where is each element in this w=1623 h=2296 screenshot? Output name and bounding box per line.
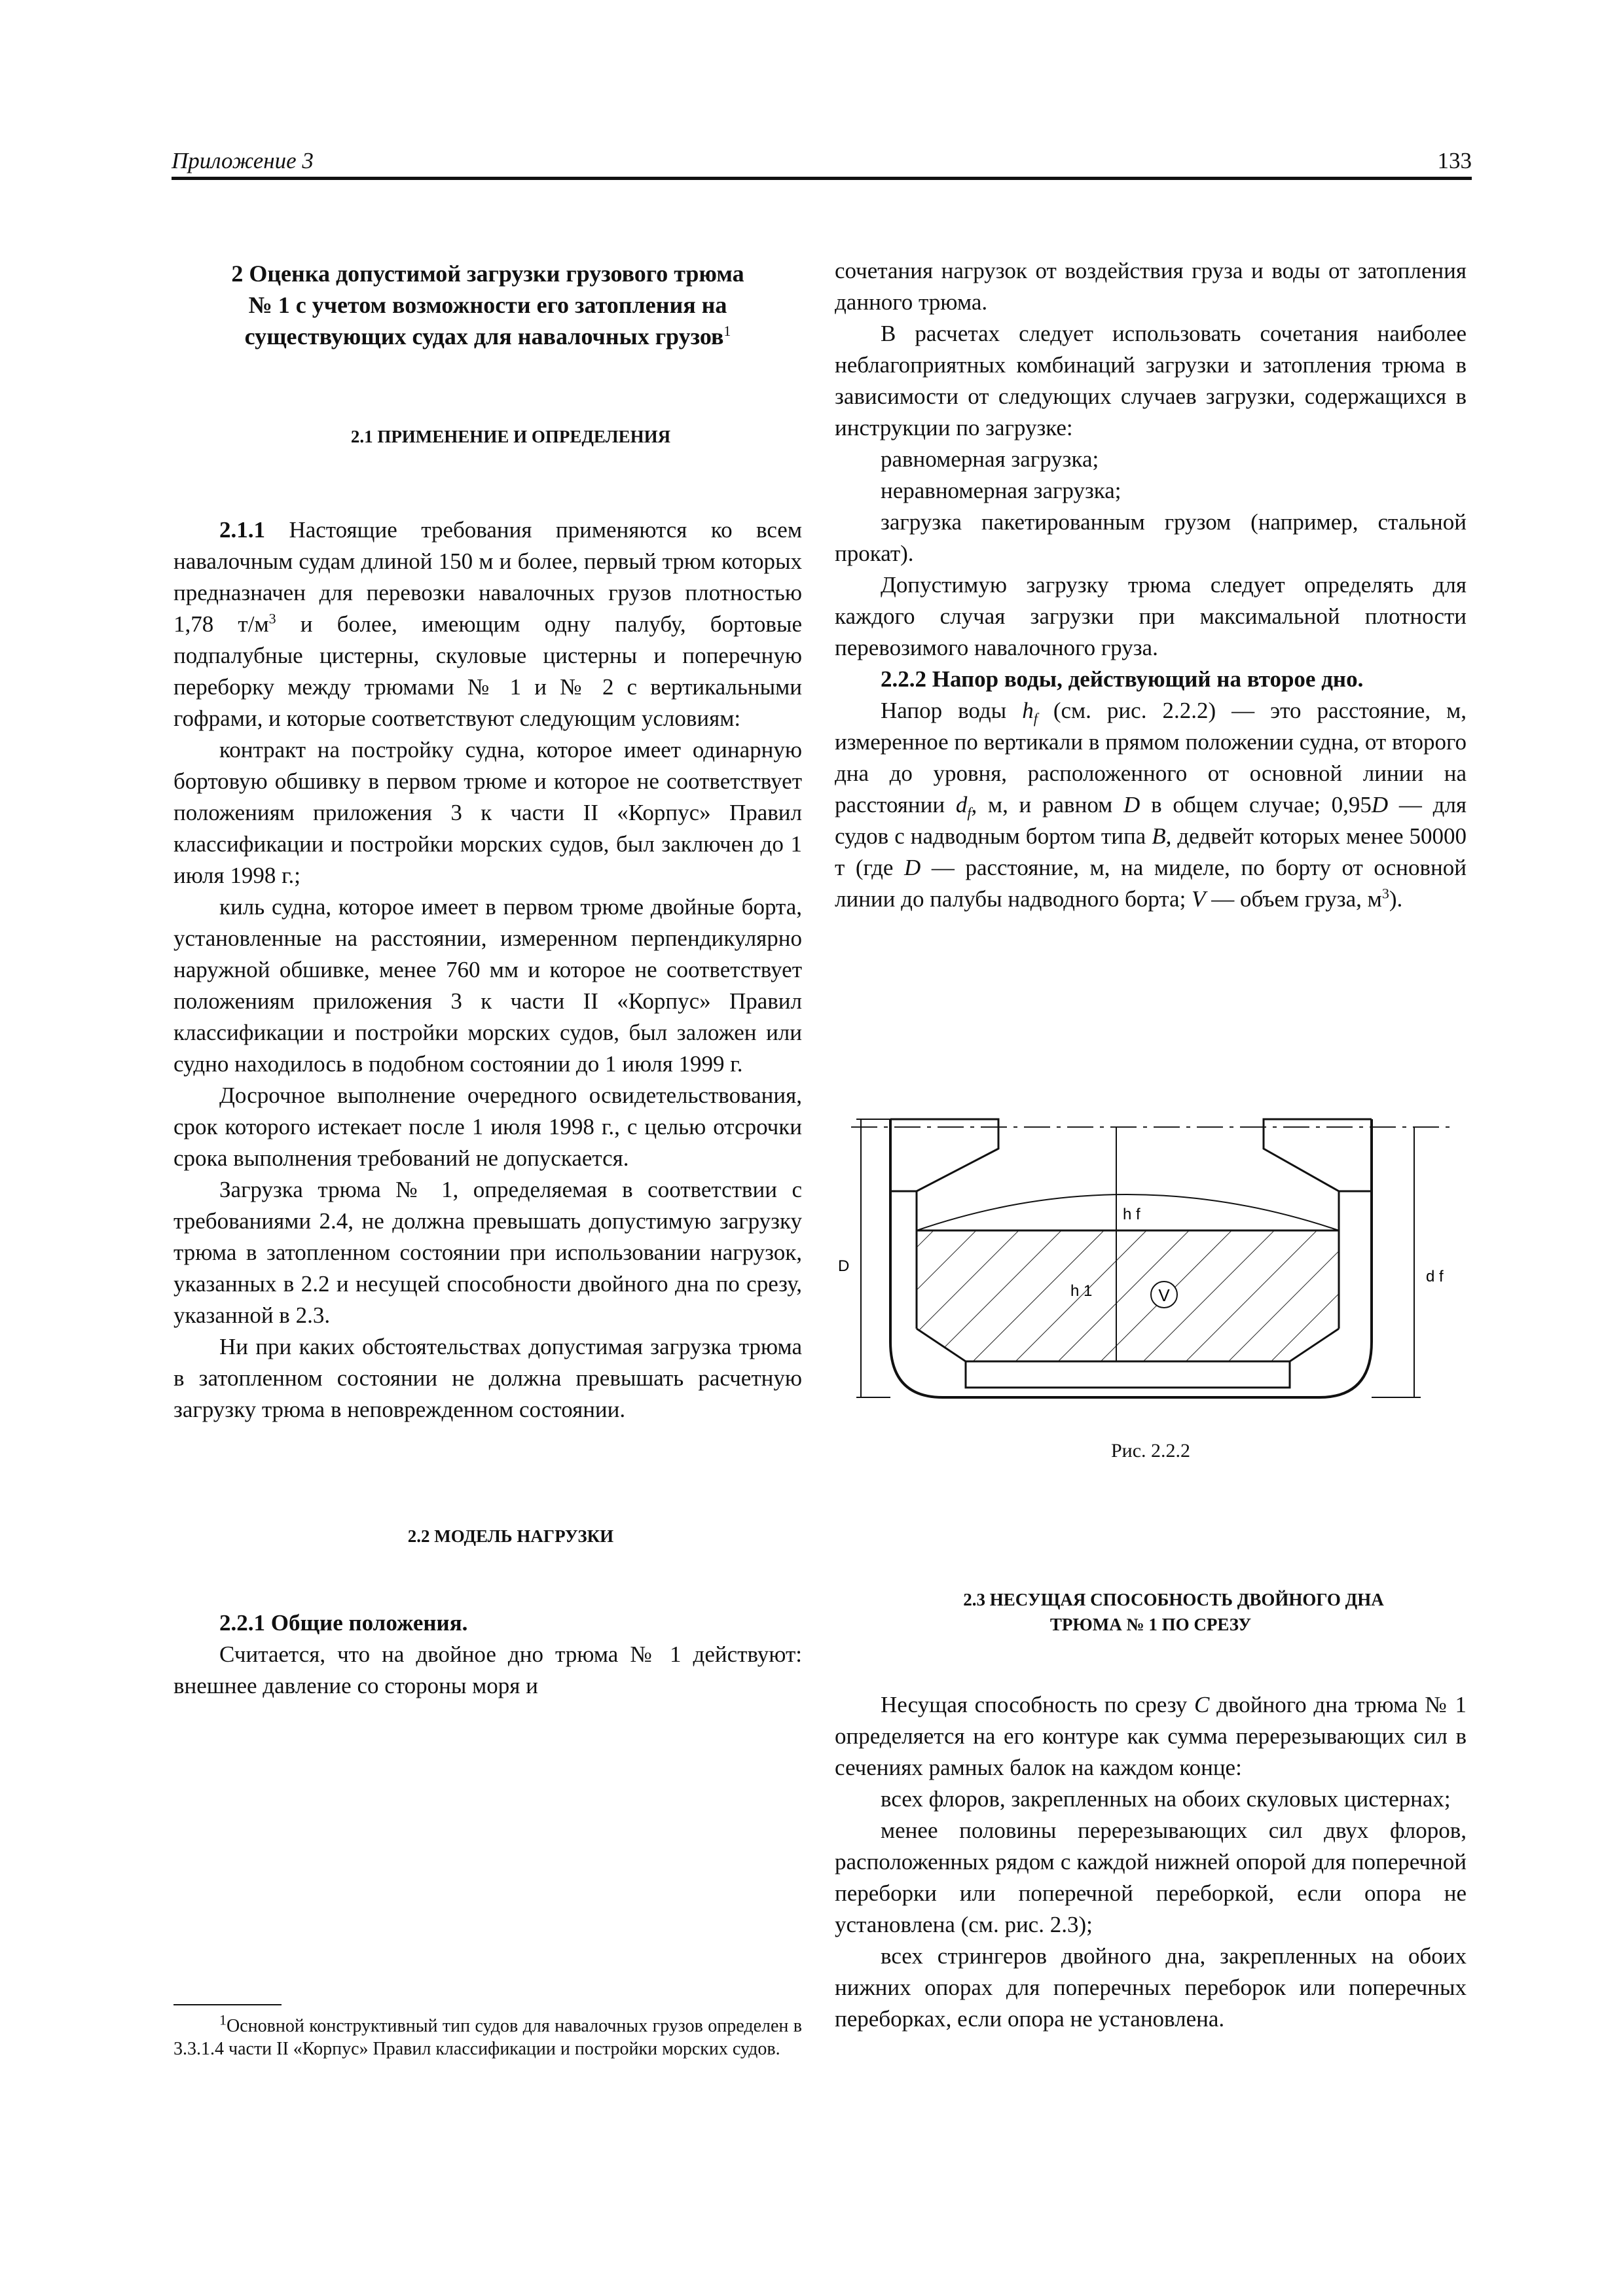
title-footnote-mark: 1 bbox=[723, 323, 731, 339]
text: в общем случае; 0,95 bbox=[1140, 792, 1372, 817]
label-V: V bbox=[1158, 1285, 1170, 1305]
page-header bbox=[172, 148, 1472, 181]
title-line-3: существующих судах для навалочных грузов bbox=[244, 323, 724, 350]
header-appendix-label: Приложение 3 bbox=[172, 148, 314, 173]
text: Напор воды bbox=[881, 698, 1023, 723]
footnote-mark: 1 bbox=[219, 2011, 227, 2028]
paragraph-2-2-1-cont: сочетания нагрузок от воздействия груза и воды от затопления данного трюма. bbox=[835, 258, 1467, 315]
label-df: d f bbox=[1426, 1268, 1444, 1285]
cargo-hatch-area bbox=[917, 1230, 1339, 1361]
text: (см. рис. 2.2.2) — это расстояние, м, измеренное по вертикали в прямом положении судна, от второго дна до уровня, расположенного от основной линии на расстоянии bbox=[835, 698, 1467, 817]
page-number: 133 bbox=[1437, 148, 1472, 173]
text: Несущая способность по срезу bbox=[881, 1692, 1195, 1717]
right-column bbox=[835, 255, 1467, 915]
list-item: равномерная загрузка; bbox=[881, 446, 1099, 472]
footnote bbox=[173, 2011, 802, 2060]
label-h1: h 1 bbox=[1070, 1282, 1093, 1300]
label-D: D bbox=[838, 1257, 850, 1275]
symbol: V bbox=[1192, 886, 1206, 912]
symbol: D bbox=[904, 855, 921, 880]
paragraph-2-1-1 bbox=[173, 514, 802, 734]
list-item: всех флоров, закрепленных на обоих скуловых цистернах; bbox=[881, 1786, 1451, 1812]
subheading-2-2-1: 2.2.1 Общие положения. bbox=[219, 1610, 468, 1636]
hold-cross-section-diagram bbox=[838, 1100, 1467, 1440]
paragraph-water-head bbox=[835, 695, 1467, 915]
heading-2-2: 2.2 МОДЕЛЬ НАГРУЗКИ bbox=[407, 1526, 614, 1546]
paragraph-keel: киль судна, которое имеет в первом трюме двойные борта, установленные на расстоянии, измеренном перпендикулярно наружной обшивке, менее 760 мм и которое не соответствует положениям приложения 3 к части II «Корпус» Правил классификации и постройки морских судов, был заложен или судно находилось в подобном состоянии до 1 июля 1999 г. bbox=[173, 894, 802, 1077]
paragraph-shear-capacity bbox=[835, 1689, 1467, 1784]
list-item: менее половины перерезывающих сил двух флоров, расположенных рядом с каждой нижней опорой для поперечной переборки или поперечной переборкой, если опора не установлена (см. рис. 2.3); bbox=[835, 1818, 1467, 1937]
paragraph-hold-loading: Загрузка трюма № 1, определяемая в соответствии с требованиями 2.4, не должна превышать допустимую загрузку трюма в затопленном состоянии при использовании нагрузок, указанных в 2.2 и несущей способности двойного дна по срезу, указанной в 2.3. bbox=[173, 1177, 802, 1328]
text: — расстояние, м, на миделе, по борту от основной линии до палубы надводного борта; bbox=[835, 855, 1467, 912]
subheading-2-2-2: 2.2.2 Напор воды, действующий на второе дно. bbox=[881, 666, 1364, 692]
symbol: d bbox=[955, 792, 968, 817]
paragraph-combinations: В расчетах следует использовать сочетания наиболее неблагоприятных комбинаций загрузки и затопления трюма в зависимости от следующих случаев загрузки, содержащихся в инструкции по загрузке: bbox=[835, 321, 1467, 440]
paragraph-early-survey: Досрочное выполнение очередного освидетельствования, срок которого истекает после 1 июля 1998 г., с целью отсрочки срока выполнения требований не допускается. bbox=[173, 1083, 802, 1171]
paragraph-permissible-load: Допустимую загрузку трюма следует определять для каждого случая загрузки при максимальной плотности перевозимого навалочного груза. bbox=[835, 572, 1467, 660]
paragraph-2-2-1: Считается, что на двойное дно трюма № 1 действуют: внешнее давление со стороны моря и bbox=[173, 1641, 802, 1698]
label-hf: h f bbox=[1123, 1206, 1140, 1223]
subscript: f bbox=[967, 804, 972, 821]
text: — объем груза, м bbox=[1205, 886, 1382, 912]
heading-line: ТРЮМА № 1 ПО СРЕЗУ bbox=[1049, 1615, 1252, 1634]
text: двойного дна трюма № 1 определяется на его контуре как сумма перерезывающих сил в сечениях рамных балок на каждом конце: bbox=[835, 1692, 1467, 1780]
symbol: h bbox=[1022, 698, 1034, 723]
heading-2-3 bbox=[835, 1587, 1467, 1637]
paragraph-no-exceed: Ни при каких обстоятельствах допустимая загрузка трюма в затопленном состоянии не должна превышать расчетную загрузку трюма в неповрежденном состоянии. bbox=[173, 1334, 802, 1422]
symbol: B bbox=[1152, 823, 1166, 849]
list-item: неравномерная загрузка; bbox=[881, 478, 1122, 503]
footnote-rule bbox=[173, 2004, 282, 2005]
list-item: всех стрингеров двойного дна, закрепленных на обоих нижних опорах для поперечных переборок или поперечных переборках, если опора не установлена. bbox=[835, 1943, 1467, 2032]
footnote-text: Основной конструктивный тип судов для навалочных грузов определен в 3.3.1.4 части II «Корпус» Правил классификации и постройки морских судов. bbox=[173, 2016, 802, 2059]
subscript: f bbox=[1033, 710, 1038, 726]
list-item: загрузка пакетированным грузом (например, стальной прокат). bbox=[835, 509, 1467, 566]
superscript: 3 bbox=[268, 610, 276, 627]
figure-2-2-2 bbox=[838, 1100, 1467, 1440]
symbol: D bbox=[1371, 792, 1389, 817]
heading-line: 2.3 НЕСУЩАЯ СПОСОБНОСТЬ ДВОЙНОГО ДНА bbox=[963, 1590, 1384, 1609]
left-column bbox=[173, 255, 802, 1702]
text: , дедвейт которых менее 50000 т (где bbox=[835, 823, 1467, 880]
paragraph-contract: контракт на постройку судна, которое имеет одинарную бортовую обшивку в первом трюме и которое не соответствует положениям приложения 3 к части II «Корпус» Правил классификации и постройки морских судов, был заключен до 1 июля 1998 г.; bbox=[173, 737, 802, 888]
figure-caption: Рис. 2.2.2 bbox=[1110, 1440, 1191, 1462]
symbol: D bbox=[1123, 792, 1140, 817]
document-title bbox=[173, 258, 802, 352]
text: ). bbox=[1389, 886, 1403, 912]
text: — для судов с надводным бортом типа bbox=[835, 792, 1467, 849]
right-column-lower bbox=[835, 1587, 1467, 2035]
heading-2-1: 2.1 ПРИМЕНЕНИЕ И ОПРЕДЕЛЕНИЯ bbox=[350, 427, 671, 446]
text: , м, и равном bbox=[971, 792, 1124, 817]
title-line-3-wrap bbox=[173, 321, 802, 352]
header-rule bbox=[172, 177, 1472, 180]
superscript: 3 bbox=[1381, 885, 1389, 902]
double-bottom bbox=[966, 1361, 1290, 1388]
starboard-topside-tank bbox=[1264, 1119, 1372, 1191]
paragraph-text: Настоящие требования применяются ко всем навалочным судам длиной 150 м и более, первый трюм которых предназначен для перевозки навалочных грузов плотностью 1,78 т/м bbox=[173, 517, 802, 637]
port-topside-tank bbox=[890, 1119, 998, 1191]
paragraph-number: 2.1.1 bbox=[219, 517, 265, 543]
paragraph-text: и более, имеющим одну палубу, бортовые подпалубные цистерны, скуловые цистерны и поперечную переборку между трюмами № 1 и № 2 с вертикальными гофрами, и которые соответствуют следующим условиям: bbox=[173, 611, 803, 731]
symbol: C bbox=[1194, 1692, 1210, 1717]
title-line-2: № 1 с учетом возможности его затопления на bbox=[248, 292, 727, 318]
title-line-1: 2 Оценка допустимой загрузки грузового трюма bbox=[231, 260, 744, 287]
